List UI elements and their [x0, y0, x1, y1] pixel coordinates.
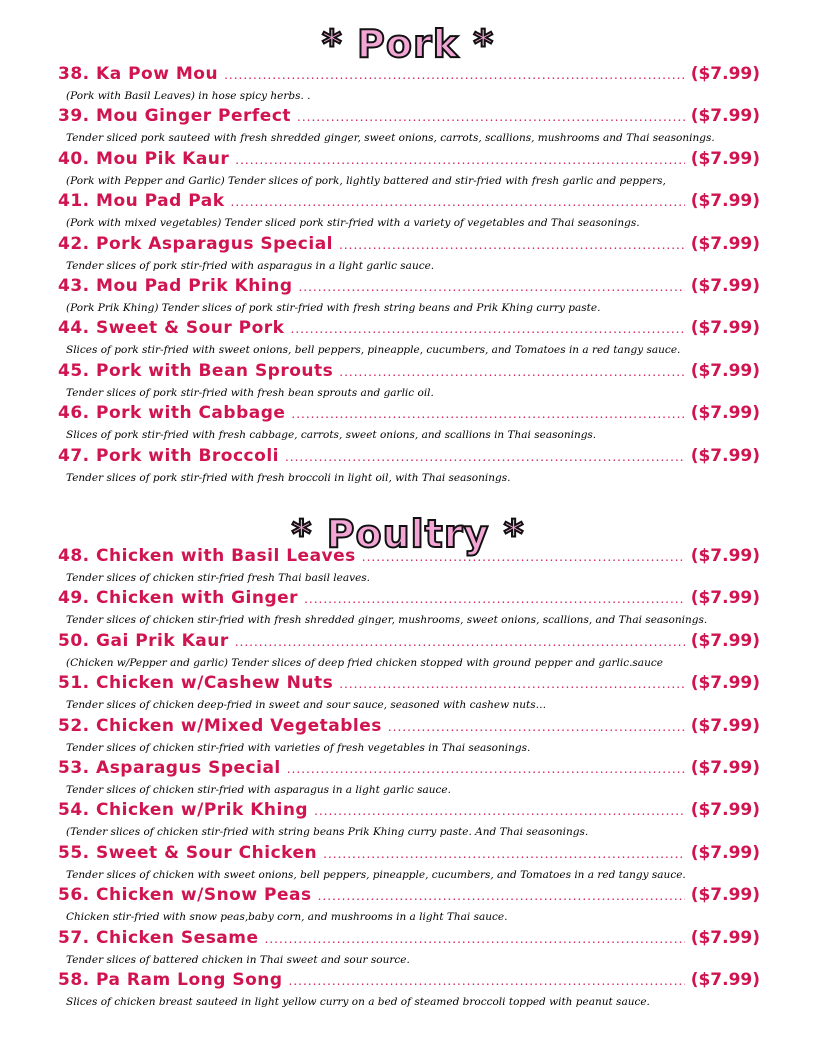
dot-leader: [339, 238, 685, 252]
menu-item-name: 43. Mou Pad Prik Khing: [58, 276, 293, 296]
menu-item-description: Tender slices of pork stir-fried with fresh broccoli in light oil, with Thai seasonings.: [66, 471, 511, 484]
menu-item-description: (Pork with mixed vegetables) Tender sliced pork stir-fried with a variety of vegetables and Thai seasonings.: [66, 217, 640, 230]
menu-item-description: Tender slices of chicken stir-fried with fresh shredded ginger, mushrooms, sweet onions, scallions, and Thai seasonings.: [66, 614, 708, 627]
menu-item: [58, 588, 764, 630]
menu-item-name: 53. Asparagus Special: [58, 758, 281, 778]
menu-item: [58, 149, 764, 191]
menu-item-price: ($7.99): [690, 970, 760, 990]
menu-item-line: [58, 234, 764, 258]
menu-item: [58, 800, 764, 842]
dot-leader: [265, 932, 685, 946]
menu-item: [58, 970, 764, 1012]
menu-item-line: [58, 673, 764, 697]
menu-item-name: 50. Gai Prik Kaur: [58, 630, 229, 651]
menu-item-line: [58, 149, 764, 173]
menu-item-description: (Pork Prik Khing) Tender slices of pork stir-fried with fresh string beans and Prik Khing curry paste.: [66, 302, 601, 314]
menu-item-line: [58, 318, 764, 342]
menu-item-description: Tender sliced pork sauteed with fresh shredded ginger, sweet onions, carrots, scallions, mushrooms and Thai seasonings.: [66, 132, 715, 145]
menu-item: [58, 758, 764, 800]
dot-leader: [235, 635, 685, 649]
menu-item: [58, 546, 764, 588]
menu-item: [58, 276, 764, 318]
menu-item-price: ($7.99): [690, 318, 760, 339]
menu-item-line: [58, 361, 764, 385]
menu-item-price: ($7.99): [690, 800, 760, 821]
menu-item-price: ($7.99): [690, 927, 760, 948]
menu-item: [58, 403, 764, 445]
menu-item-price: ($7.99): [690, 233, 760, 254]
menu-item-description: (Chicken w/Pepper and garlic) Tender slices of deep fried chicken stopped with ground pepper and garlic.sauce: [66, 656, 663, 669]
menu-item-price: ($7.99): [690, 715, 760, 736]
menu-item-price: ($7.99): [690, 148, 760, 169]
menu-item-line: [58, 64, 764, 88]
menu-item-line: [58, 588, 764, 612]
menu-item: [58, 106, 764, 148]
menu-item-price: ($7.99): [690, 445, 760, 466]
menu-item-description: Tender slices of chicken stir-fried with varieties of fresh vegetables in Thai seasonings.: [66, 741, 531, 754]
dot-leader: [231, 195, 685, 209]
menu-item-line: [58, 631, 764, 655]
menu-item-name: 40. Mou Pik Kaur: [58, 148, 230, 169]
dot-leader: [291, 322, 685, 336]
menu-item-line: [58, 446, 764, 470]
menu-item-line: [58, 928, 764, 952]
menu-item-price: ($7.99): [690, 403, 760, 424]
menu-item-description: (Tender slices of chicken stir-fried with string beans Prik Khing curry paste. And Thai seasonings.: [66, 826, 589, 839]
dot-leader: [297, 110, 685, 124]
dot-leader: [339, 365, 684, 379]
menu-item-price: ($7.99): [690, 106, 760, 127]
dot-leader: [289, 974, 685, 988]
menu-item-line: [58, 800, 764, 824]
menu-item-line: [58, 716, 764, 740]
menu-item-name: 48. Chicken with Basil Leaves: [58, 546, 356, 566]
menu-item-name: 42. Pork Asparagus Special: [58, 233, 334, 254]
menu-item-price: ($7.99): [690, 885, 760, 906]
menu-item: [58, 446, 764, 488]
menu-item-description: Tender slices of chicken stir-fried with asparagus in a light garlic sauce.: [66, 784, 451, 796]
menu-item-line: [58, 276, 764, 300]
menu-item: [58, 191, 764, 233]
menu-item-price: ($7.99): [690, 588, 760, 609]
menu-item: [58, 234, 764, 276]
menu-item: [58, 673, 764, 715]
menu-item-line: [58, 970, 764, 994]
menu-item-name: 44. Sweet & Sour Pork: [58, 318, 285, 339]
menu-item-name: 39. Mou Ginger Perfect: [58, 106, 292, 127]
menu-item-line: [58, 106, 764, 130]
menu-item-name: 52. Chicken w/Mixed Vegetables: [58, 715, 382, 736]
menu-item: [58, 928, 764, 970]
menu-item-name: 46. Pork with Cabbage: [58, 403, 286, 424]
dot-leader: [298, 280, 684, 294]
menu-item-line: [58, 546, 764, 570]
menu-item-price: ($7.99): [690, 64, 760, 84]
menu-item-line: [58, 885, 764, 909]
menu-item-name: 55. Sweet & Sour Chicken: [58, 842, 318, 863]
menu-item-name: 51. Chicken w/Cashew Nuts: [58, 673, 334, 694]
dot-leader: [235, 153, 684, 167]
menu-item-description: Tender slices of battered chicken in Thai sweet and sour source.: [66, 953, 410, 966]
menu-item-description: Chicken stir-fried with snow peas,baby corn, and mushrooms in a light Thai sauce.: [66, 911, 508, 924]
pork-heading: * Pork *: [321, 22, 495, 66]
dot-leader: [362, 550, 685, 564]
menu-item-description: Tender slices of chicken stir-fried fresh Thai basil leaves.: [66, 572, 371, 584]
menu-item-name: 49. Chicken with Ginger: [58, 588, 299, 609]
menu-item-description: Tender slices of chicken with sweet onions, bell peppers, pineapple, cucumbers, and Tomatoes in a red tangy sauce.: [66, 868, 686, 881]
menu-item: [58, 885, 764, 927]
menu-item-price: ($7.99): [690, 758, 760, 778]
menu-item-description: (Pork with Basil Leaves) in hose spicy herbs. .: [66, 90, 311, 102]
menu-item-name: 45. Pork with Bean Sprouts: [58, 360, 334, 381]
menu-item-price: ($7.99): [690, 191, 760, 212]
menu-item-description: Tender slices of pork stir-fried with fresh bean sprouts and garlic oil.: [66, 386, 434, 399]
menu-item-description: Tender slices of pork stir-fried with asparagus in a light garlic sauce.: [66, 259, 435, 272]
menu-item-price: ($7.99): [690, 276, 760, 296]
dot-leader: [304, 592, 685, 606]
menu-item-name: 41. Mou Pad Pak: [58, 191, 225, 212]
menu-item-price: ($7.99): [690, 673, 760, 694]
menu-item-line: [58, 843, 764, 867]
menu-item-line: [58, 758, 764, 782]
poultry-heading: * Poultry *: [291, 512, 525, 556]
dot-leader: [388, 720, 685, 734]
menu-item-line: [58, 403, 764, 427]
menu-item-name: 54. Chicken w/Prik Khing: [58, 800, 309, 821]
menu-item-name: 58. Pa Ram Long Song: [58, 970, 283, 990]
dot-leader: [314, 804, 685, 818]
menu-item-price: ($7.99): [690, 546, 760, 566]
menu-item-line: [58, 191, 764, 215]
menu-item-name: 47. Pork with Broccoli: [58, 445, 279, 466]
dot-leader: [339, 677, 684, 691]
menu-item-price: ($7.99): [690, 630, 760, 651]
menu-item-description: (Pork with Pepper and Garlic) Tender slices of pork, lightly battered and stir-fried with fresh garlic and peppers,: [66, 174, 666, 187]
menu-item: [58, 361, 764, 403]
menu-item: [58, 843, 764, 885]
menu-item-name: 38. Ka Pow Mou: [58, 64, 219, 84]
menu-item: [58, 318, 764, 360]
menu-item: [58, 631, 764, 673]
menu-item: [58, 64, 764, 106]
menu-item-name: 56. Chicken w/Snow Peas: [58, 885, 312, 906]
menu-item-description: Slices of pork stir-fried with sweet onions, bell peppers, pineapple, cucumbers, and Tomatoes in a red tangy sauce.: [66, 344, 681, 357]
menu-item-price: ($7.99): [690, 842, 760, 863]
dot-leader: [291, 407, 684, 421]
menu-item-description: Tender slices of chicken deep-fried in sweet and sour sauce, seasoned with cashew nuts…: [66, 699, 547, 712]
menu-item-description: Slices of pork stir-fried with fresh cabbage, carrots, sweet onions, and scallions in Thai seasonings.: [66, 429, 597, 442]
dot-leader: [224, 68, 685, 82]
menu-item-price: ($7.99): [690, 360, 760, 381]
menu-item-description: Slices of chicken breast sauteed in light yellow curry on a bed of steamed broccoli topped with peanut sauce.: [66, 996, 650, 1008]
menu-item-name: 57. Chicken Sesame: [58, 927, 259, 948]
dot-leader: [287, 762, 685, 776]
dot-leader: [318, 889, 685, 903]
dot-leader: [323, 847, 685, 861]
menu-item: [58, 716, 764, 758]
dot-leader: [285, 450, 685, 464]
